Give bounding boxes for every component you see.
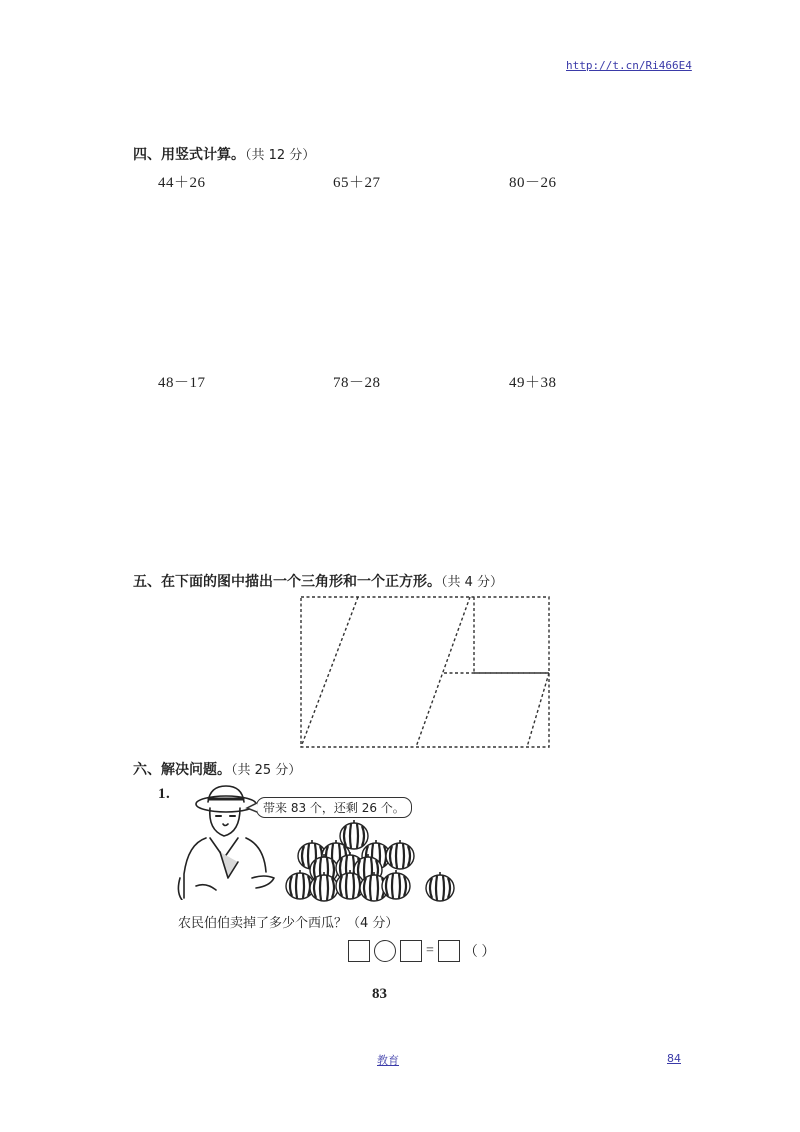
answer-box-2[interactable]: [400, 940, 422, 962]
answer-box-1[interactable]: [348, 940, 370, 962]
watermelon-pile: [284, 820, 460, 904]
section5-title: 五、在下面的图中描出一个三角形和一个正方形。: [133, 574, 441, 590]
equals-sign: =: [426, 943, 434, 958]
right-slant-line: [527, 673, 549, 747]
middle-slant-line: [416, 597, 470, 747]
farmer-hand: [252, 876, 274, 888]
calc-problem-5: 78－28: [333, 375, 381, 391]
dashed-shape-figure[interactable]: [298, 594, 553, 751]
calc-problem-4: 48－17: [158, 375, 206, 391]
question-1-text: [178, 912, 398, 931]
question-1-points: （4 分）: [347, 916, 399, 931]
section6-title: 六、解决问题。: [133, 762, 231, 778]
watermelon: [386, 840, 414, 869]
speech-bubble-tail: [245, 800, 259, 816]
page-number: 83: [372, 986, 387, 1002]
question-1-number: 1.: [158, 786, 171, 802]
section4-heading: [133, 144, 315, 164]
section5-heading: [133, 571, 503, 591]
calc-problem-2: 65＋27: [333, 175, 381, 191]
calc-problem-6: 49＋38: [509, 375, 557, 391]
left-slant-line: [301, 597, 358, 747]
answer-equation-row: [348, 940, 495, 962]
watermelon: [426, 872, 454, 901]
section5-points: （共 4 分）: [441, 575, 504, 590]
watermelon: [382, 870, 410, 899]
calc-problem-3: 80－26: [509, 175, 557, 191]
answer-box-3[interactable]: [438, 940, 460, 962]
section4-points: （共 12 分）: [245, 148, 316, 163]
question-1-prompt: 农民伯伯卖掉了多少个西瓜？: [178, 916, 348, 931]
answer-unit-blank[interactable]: （ ）: [463, 945, 496, 960]
operator-circle[interactable]: [374, 940, 396, 962]
calc-problem-1: 44＋26: [158, 175, 206, 191]
header-url-link[interactable]: http://t.cn/Ri466E4: [566, 59, 692, 72]
speech-bubble: 带来 83 个，还剩 26 个。: [256, 797, 412, 818]
footer-left-link[interactable]: 教育: [377, 1054, 399, 1067]
footer-right-link[interactable]: 84: [667, 1052, 681, 1065]
section6-points: （共 25 分）: [231, 763, 302, 778]
outer-rectangle: [301, 597, 549, 747]
section6-heading: [133, 759, 301, 779]
section4-title: 四、用竖式计算。: [133, 147, 245, 163]
